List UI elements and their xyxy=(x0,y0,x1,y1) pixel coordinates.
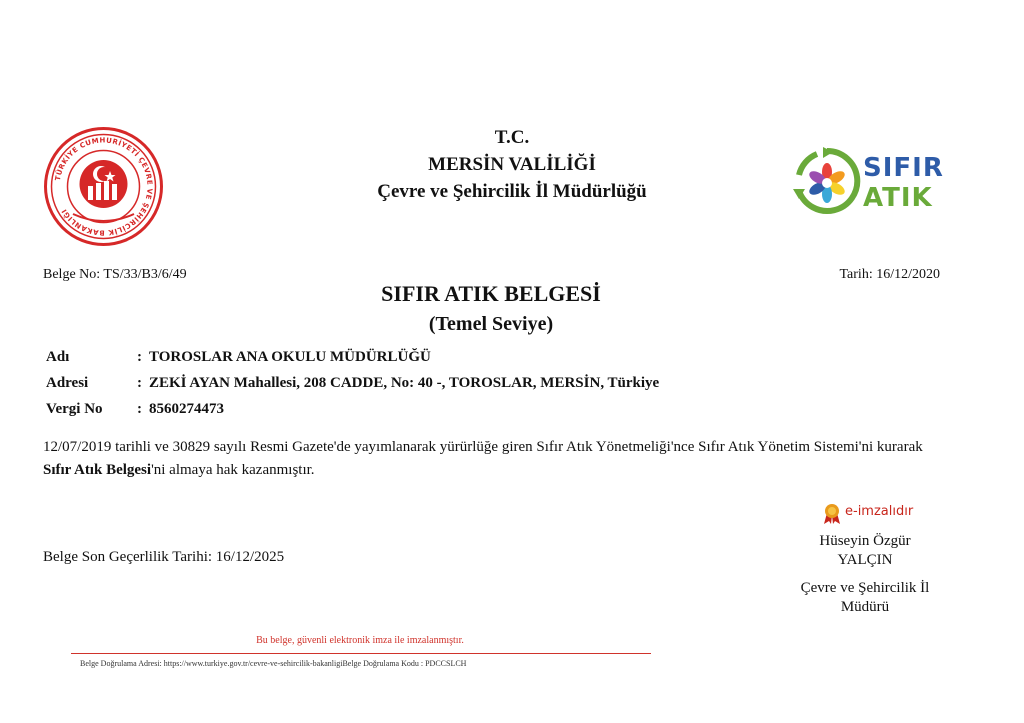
header-tc: T.C. xyxy=(494,127,530,148)
e-signature-label: e-imzalıdır xyxy=(845,504,914,519)
logo-word-atik: ATIK xyxy=(863,183,933,213)
statement-text-end: 'ni almaya hak kazanmıştır. xyxy=(151,462,315,478)
recycle-flower-icon xyxy=(793,147,861,219)
info-row-tax-no xyxy=(44,396,659,422)
info-label: Adı xyxy=(46,348,70,365)
info-label: Vergi No xyxy=(46,400,103,417)
info-value: TOROSLAR ANA OKULU MÜDÜRLÜĞÜ xyxy=(149,348,431,365)
electronic-signature-note: Bu belge, güvenli elektronik imza ile imzalanmıştır. xyxy=(256,635,464,646)
verification-info: Belge Doğrulama Adresi: https://www.turkiye.gov.tr/cevre-ve-sehircilik-bakanligiBelge Doğrulama Kodu : PDCCSLCH xyxy=(80,659,467,668)
header-mudurluk: Çevre ve Şehircilik İl Müdürlüğü xyxy=(377,181,647,202)
certificate-level: (Temel Seviye) xyxy=(428,313,554,335)
info-colon: : xyxy=(137,348,142,365)
document-number: Belge No: TS/33/B3/6/49 xyxy=(43,267,187,282)
statement-text: 12/07/2019 tarihli ve 30829 sayılı Resmi Gazete'de yayımlanarak yürürlüğe giren Sıfır Atık Yönetmeliği'nce Sıfır Atık Yönetim Sistemi'ni kurarak xyxy=(43,439,923,455)
info-colon: : xyxy=(137,400,142,417)
document-date: Tarih: 16/12/2020 xyxy=(839,267,940,282)
footer-divider xyxy=(71,653,651,654)
info-colon: : xyxy=(137,374,142,391)
signer-title-line2: Müdürü xyxy=(840,599,890,615)
ministry-seal-icon xyxy=(43,126,164,247)
signer-title-line1: Çevre ve Şehircilik İl xyxy=(800,580,930,596)
info-value: 8560274473 xyxy=(149,400,224,417)
holder-info-table xyxy=(44,344,659,422)
ribbon-icon xyxy=(823,503,841,525)
e-signature-badge xyxy=(821,503,931,525)
info-value: ZEKİ AYAN Mahallesi, 208 CADDE, No: 40 -, TOROSLAR, MERSİN, Türkiye xyxy=(149,374,660,391)
expiry-date: Belge Son Geçerlilik Tarihi: 16/12/2025 xyxy=(43,549,285,565)
signer-name-line1: Hüseyin Özgür xyxy=(819,533,911,549)
info-row-name xyxy=(44,344,659,370)
certificate-statement xyxy=(43,436,933,482)
seal-ring-text: TÜRKİYE CUMHURİYETİ ÇEVRE VE ŞEHİRCİLİK BAKANLIĞI xyxy=(53,136,154,237)
info-label: Adresi xyxy=(46,374,89,391)
statement-bold: Sıfır Atık Belgesi xyxy=(43,462,152,478)
info-row-address xyxy=(44,370,659,396)
header-valilik: MERSİN VALİLİĞİ xyxy=(428,154,596,175)
signer-name xyxy=(760,532,970,570)
signer-title xyxy=(760,579,970,617)
certificate-title: SIFIR ATIK BELGESİ xyxy=(381,281,601,306)
sifir-atik-logo xyxy=(793,147,943,219)
logo-word-sifir: SIFIR xyxy=(863,153,944,183)
signer-name-line2: YALÇIN xyxy=(837,552,893,568)
